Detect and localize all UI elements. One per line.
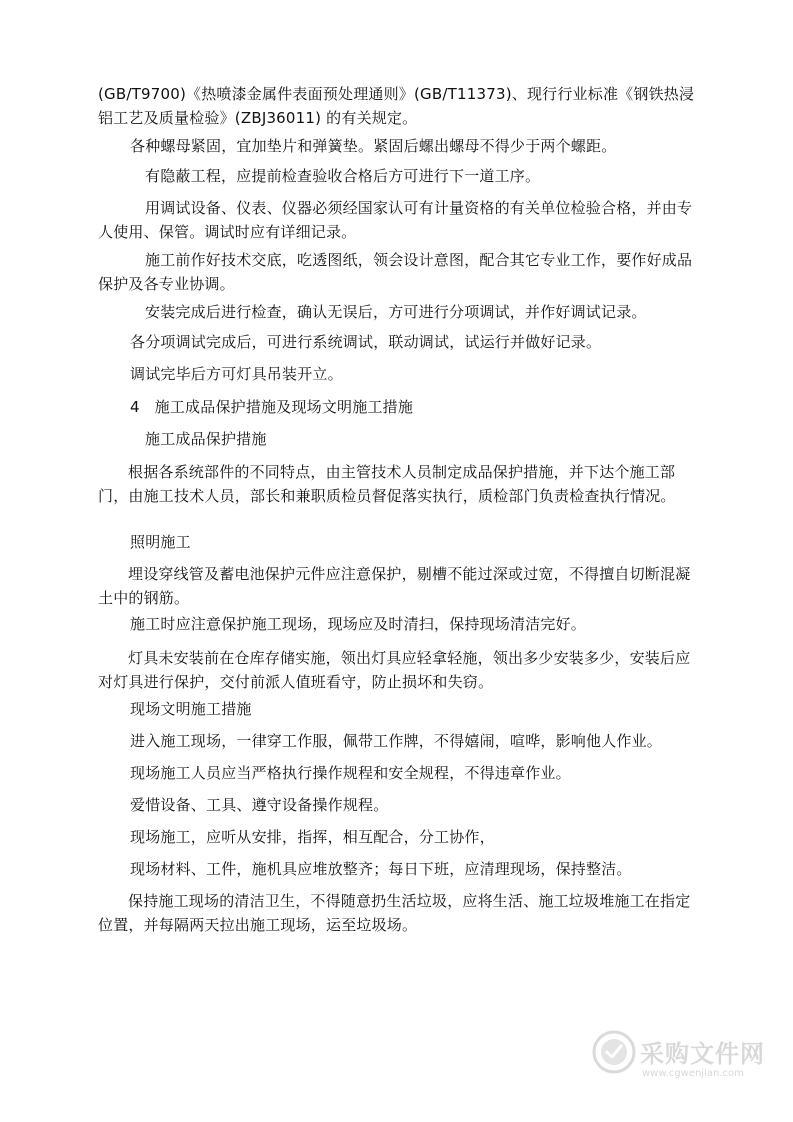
paragraph-lamp-hoisting: 调试完毕后方可灯具吊装开立。 xyxy=(130,365,343,383)
paragraph-post-install-check: 安装完成后进行检查，确认无误后，方可进行分项调试，并作好调试记录。 xyxy=(145,303,647,321)
paragraph-nut-fastening: 各种螺母紧固，宜加垫片和弹簧垫。紧固后螺出螺母不得少于两个螺距。 xyxy=(130,137,617,155)
subheading-civilized-construction: 现场文明施工措施 xyxy=(130,700,252,718)
watermark xyxy=(592,1030,782,1086)
paragraph-workwear: 进入施工现场，一律穿工作服，佩带工作牌，不得嬉闹，喧哗，影响他人作业。 xyxy=(130,732,663,750)
section-heading-4: 4 施工成品保护措施及现场文明施工措施 xyxy=(130,398,414,416)
paragraph-cooperation: 现场施工，应听从安排，指挥，相互配合，分工协作， xyxy=(130,828,495,846)
paragraph-technical-briefing: 施工前作好技术交底，吃透图纸，领会设计意图，配合其它专业工作，要作好成品保护及各专业协调。 xyxy=(98,251,693,293)
paragraph-test-equipment: 用调试设备、仪表、仪器必须经国家认可有计量资格的有关单位检验合格，并由专人使用、保管。调试时应有详细记录。 xyxy=(98,199,693,241)
paragraph-system-debugging: 各分项调试完成后，可进行系统调试，联动调试，试运行并做好记录。 xyxy=(130,333,602,351)
paragraph-site-hygiene: 保持施工现场的清洁卫生，不得随意扔生活垃圾，应将生活、施工垃圾堆施工在指定位置，并每隔两天拉出施工现场，运至垃圾场。 xyxy=(98,892,691,934)
paragraph-operating-rules: 现场施工人员应当严格执行操作规程和安全规程，不得违章作业。 xyxy=(130,764,571,782)
paragraph-standards-reference: (GB/T9700)《热喷漆金属件表面预处理通则》(GB/T11373)、现行行业标准《钢铁热浸铝工艺及质量检验》(ZBJ36011) 的有关规定。 xyxy=(98,85,695,127)
paragraph-site-cleaning: 施工时应注意保护施工现场，现场应及时清扫，保持现场清洁完好。 xyxy=(130,615,587,633)
paragraph-concealed-works: 有隐蔽工程，应提前检查验收合格后方可进行下一道工序。 xyxy=(145,167,541,185)
paragraph-conduit-protection: 埋设穿线管及蓄电池保护元件应注意保护，剔槽不能过深或过宽，不得擅自切断混凝土中的钢筋。 xyxy=(98,565,691,607)
paragraph-lamp-storage: 灯具未安装前在仓库存储实施，领出灯具应轻拿轻施，领出多少安装多少，安装后应对灯具进行保护，交付前派人值班看守，防止损坏和失窃。 xyxy=(98,649,691,691)
watermark-title: 采购文件网 xyxy=(640,1040,765,1068)
subheading-product-protection: 施工成品保护措施 xyxy=(145,430,267,448)
watermark-logo-icon xyxy=(592,1030,636,1074)
paragraph-protection-measures: 根据各系统部件的不同特点，由主管技术人员制定成品保护措施，并下达个施工部门，由施工技术人员，部长和兼职质检员督促落实执行，质检部门负责检查执行情况。 xyxy=(98,463,676,505)
paragraph-equipment-care: 爱惜设备、工具、遵守设备操作规程。 xyxy=(130,796,389,814)
paragraph-materials-stacking: 现场材料、工件，施机具应堆放整齐；每日下班，应清理现场，保持整洁。 xyxy=(130,860,632,878)
watermark-url: www.cgwenjian.com xyxy=(642,1068,744,1079)
subheading-lighting-construction: 照明施工 xyxy=(130,533,191,551)
